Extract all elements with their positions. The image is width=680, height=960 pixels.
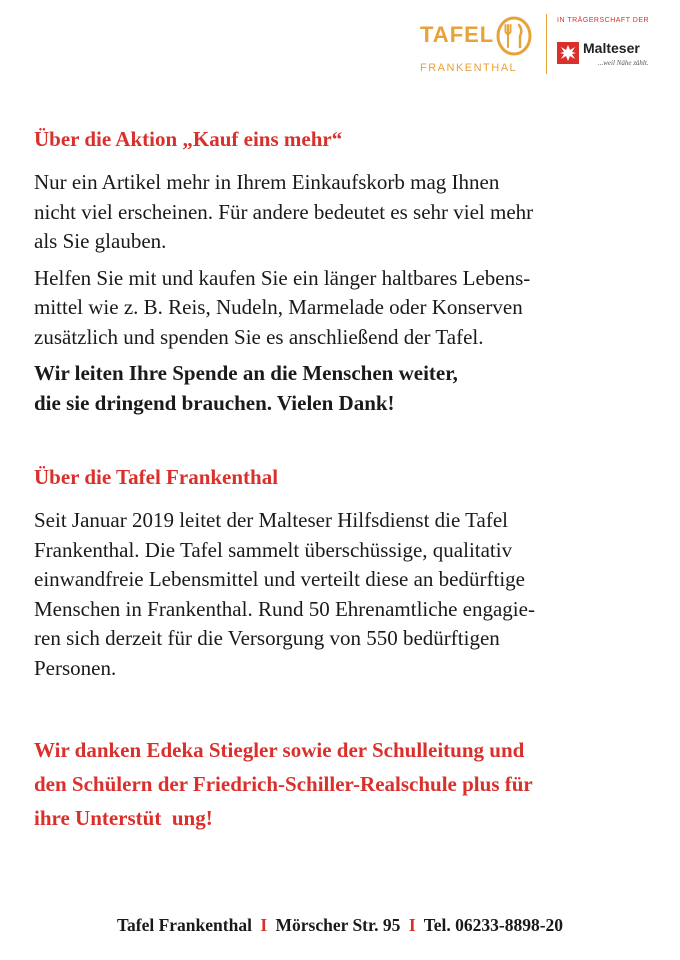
footer-name: Tafel Frankenthal	[116, 915, 252, 935]
footer-contact	[0, 915, 680, 936]
partner-tagline: ...weil Nähe zählt.	[598, 59, 649, 67]
section1-paragraph-2	[34, 264, 654, 353]
text-line: Helfen Sie mit und kaufen Sie ein länger haltbares Lebens-	[34, 265, 531, 290]
footer-address: Mörscher Str. 95	[275, 915, 401, 935]
text-line: als Sie glauben.	[34, 229, 167, 253]
logo-divider	[546, 14, 547, 74]
text-line: Menschen in Frankenthal. Rund 50 Ehrenamtliche engagie-	[34, 596, 535, 621]
text-line: nicht viel erscheinen. Für andere bedeutet es sehr viel mehr	[34, 199, 534, 224]
text-line: Seit Januar 2019 leitet der Malteser Hilfsdienst die Tafel	[34, 508, 509, 532]
text-line: ren sich derzeit für die Versorgung von 550 bedürftigen	[34, 626, 500, 650]
traegerschaft-label: IN TRÄGERSCHAFT DER	[557, 17, 650, 24]
text-line: Wir leiten Ihre Spende an die Menschen weiter,	[34, 361, 458, 385]
text-line: Personen.	[34, 655, 117, 680]
partner-name: Malteser	[583, 40, 640, 56]
thanks-paragraph	[34, 733, 654, 835]
header	[0, 0, 680, 90]
footer-phone: Tel. 06233-8898-20	[423, 915, 564, 935]
section2-paragraph	[34, 506, 654, 683]
section1-paragraph-1	[34, 168, 654, 257]
text-line: Nur ein Artikel mehr in Ihrem Einkaufskorb mag Ihnen	[34, 170, 500, 194]
logo-title: TAFEL	[420, 22, 495, 47]
text-line: ihre Unterstüt ung!	[34, 806, 213, 830]
text-line: zusätzlich und spenden Sie es anschließend der Tafel.	[34, 324, 484, 349]
footer-separator: I	[408, 915, 416, 935]
text-line: Frankenthal. Die Tafel sammelt überschüssige, qualitativ	[34, 537, 513, 562]
main-content	[34, 124, 654, 835]
text-line: den Schülern der Friedrich-Schiller-Realschule plus für	[34, 772, 533, 796]
section1-paragraph-3	[34, 359, 654, 418]
fork-knife-icon	[494, 16, 534, 56]
footer-separator: I	[260, 915, 268, 935]
malteser-cross-icon	[557, 42, 579, 64]
tafel-logo	[420, 10, 550, 80]
text-line: die sie dringend brauchen. Vielen Dank!	[34, 390, 395, 415]
section2-heading: Über die Tafel Frankenthal	[34, 465, 279, 489]
section1-heading: Über die Aktion „Kauf eins mehr“	[34, 127, 343, 151]
text-line: einwandfreie Lebensmittel und verteilt diese an bedürftige	[34, 567, 525, 591]
text-line: mittel wie z. B. Reis, Nudeln, Marmelade oder Konserven	[34, 295, 523, 319]
text-line: Wir danken Edeka Stiegler sowie der Schulleitung und	[34, 738, 525, 762]
logo-subtitle: FRANKENTHAL	[420, 62, 518, 74]
